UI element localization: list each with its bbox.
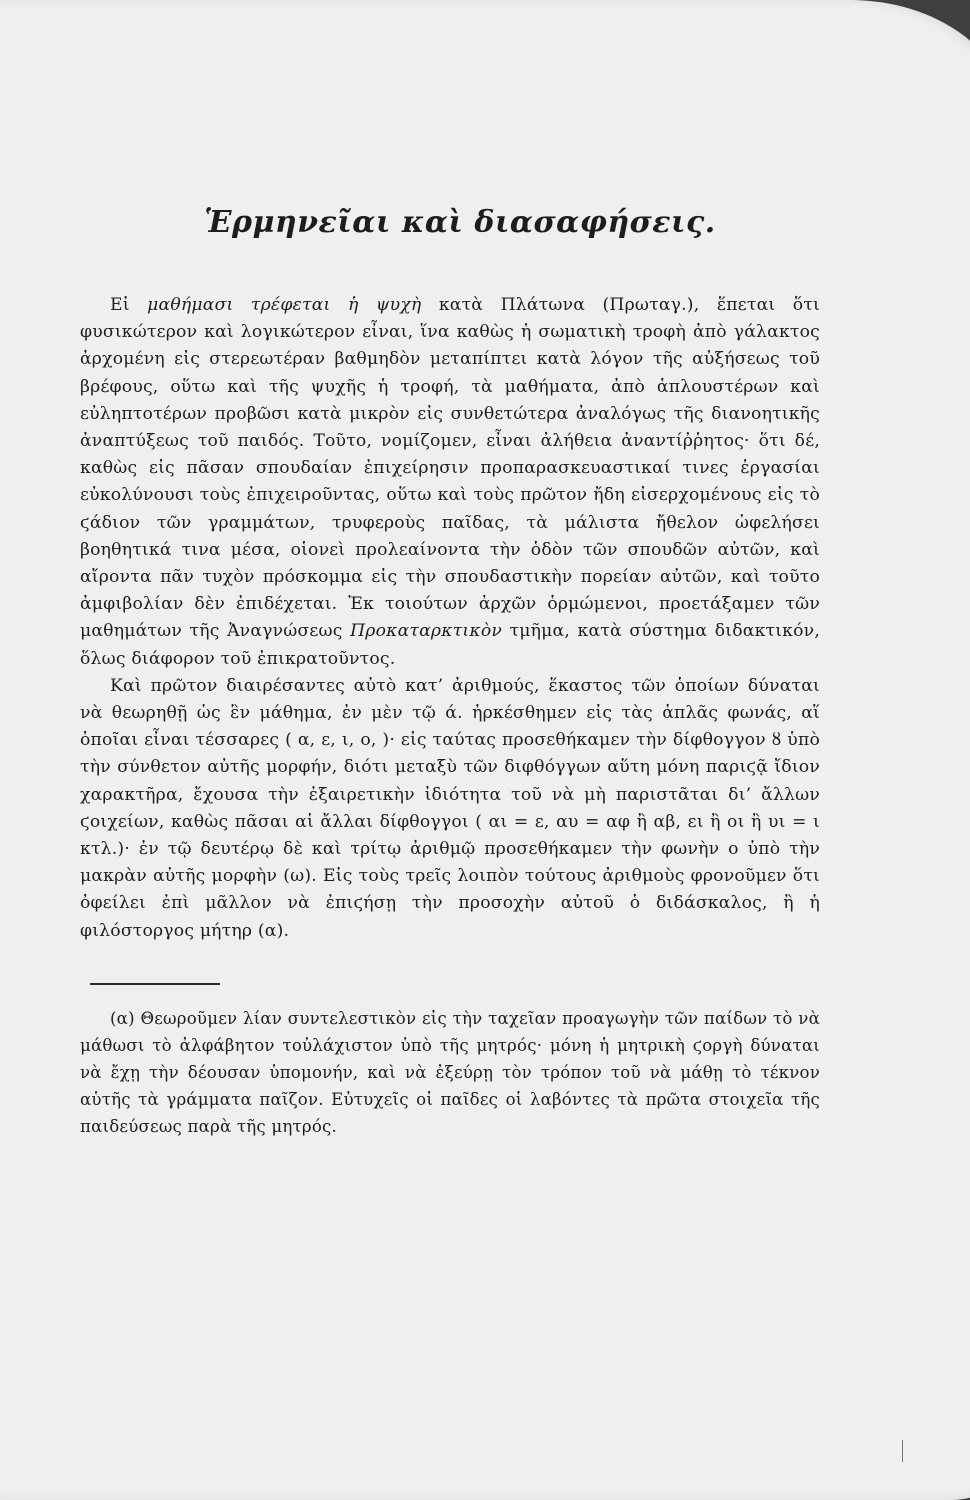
paragraph-1-body-a: κατὰ Πλάτωνα (Πρωταγ.), ἕπεται ὅτι φυσικώτερον καὶ λογικώτερον εἶναι, ἵνα καθὼς ἡ σωματικὴ τροφὴ ἀπὸ γάλακτος ἀρχομένη εἰς στερεωτέραν βαθμηδὸν μεταπίπτει κατὰ λόγον τῆς αὐξήσεως τοῦ βρέφους, οὕτω καὶ τῆς ψυχῆς ἡ τροφή, τὰ μαθήματα, ἀπὸ ἁπλουστέρων καὶ εὐληπτοτέρων προβῶσι κατὰ μικρὸν εἰς συνθετώτερα ἀναλόγως τῆς διανοητικῆς ἀναπτύξεως τοῦ παιδός. Τοῦτο, νομίζομεν, εἶναι ἀλήθεια ἀναντίῤῥητος· ὅτι δέ, καθὼς εἰς πᾶσαν σπουδαίαν ἐπιχείρησιν προπαρασκευαστικαί τινες ἐργασίαι εὐκολύνουσι τοὺς ἐπιχειροῦντας, οὕτω καὶ τοὺς πρῶτον ἤδη εἰσερχομένους εἰς τὸ ϛάδιον τῶν γραμμάτων, τρυφεροὺς παῖδας, τὰ μάλιστα ἤθελον ὠφελήσει βοηθητικά τινα μέσα, οἱονεὶ προλεαίνοντα τὴν ὁδὸν τῶν σπουδῶν αὐτῶν, καὶ αἴροντα πᾶν τυχὸν πρόσκομμα εἰς τὴν σπουδαστικὴν πορείαν αὐτῶν, καὶ τοῦτο ἀμφιβολίαν δὲν ἐπιδέχεται. Ἐκ τοιούτων ἀρχῶν ὁρμώμενοι, προετάξαμεν τῶν μαθημάτων τῆς Ἀναγνώσεως xyxy=(80,295,820,642)
page-title: Ἑρμηνεῖαι καὶ διασαφήσεις. xyxy=(204,205,716,240)
page-content xyxy=(80,205,820,1140)
paragraph-1 xyxy=(80,292,820,673)
paragraph-1-italic-term: Προκαταρκτικὸν xyxy=(350,621,503,642)
footnote: (α) Θεωροῦμεν λίαν συντελεστικὸν εἰς τὴν ταχεῖαν προαγωγὴν τῶν παίδων τὸ νὰ μάθωσι τὸ ἀλφάβητον τοὐλάχιστον ὑπὸ τῆς μητρός· μόνη ἡ μητρικὴ ϛοργὴ δύναται νὰ ἔχῃ τὴν δέουσαν ὑπομονήν, καὶ νὰ ἐξεύρῃ τὸν τρόπον τοῦ νὰ μάθῃ τὸ τέκνον αὑτῆς τὰ γράμματα παῖζον. Εὐτυχεῖς οἱ παῖδες οἱ λαβόντες τὰ πρῶτα στοιχεῖα τῆς παιδεύσεως παρὰ τῆς μητρός. xyxy=(80,1008,820,1136)
paragraph-1-body-b: τμῆμα, κατὰ σύστημα διδακτικόν, ὅλως διάφορον τοῦ ἐπικρατοῦντος. xyxy=(80,621,820,669)
paragraph-2: Καὶ πρῶτον διαιρέσαντες αὐτὸ κατ’ ἀριθμούς, ἕκαστος τῶν ὁποίων δύναται νὰ θεωρηθῇ ὡς ἓν μάθημα, ἐν μὲν τῷ ά. ἠρκέσθημεν εἰς τὰς ἁπλᾶς φωνάς, αἵ ὁποῖαι εἶναι τέσσαρες ( α, ε, ι, ο, )· εἰς ταύτας προσεθήκαμεν τὴν δίφθογγον ȣ ὑπὸ τὴν σύνθετον αὐτῆς μορφήν, διότι μεταξὺ τῶν διφθόγγων αὕτη μόνη παριϛᾷ ἴδιον χαρακτῆρα, ἔχουσα τὴν ἐξαιρετικὴν ἰδιότητα τοῦ νὰ μὴ παριστᾶται δι’ ἄλλων ϛοιχείων, καθὼς πᾶσαι αἱ ἄλλαι δίφθογγοι ( αι = ε, αυ = αφ ἢ αβ, ει ἢ οι ἢ υι = ι κτλ.)· ἐν τῷ δευτέρῳ δὲ καὶ τρίτῳ ἀριθμῷ προσεθήκαμεν τὴν φωνὴν ο ὑπὸ τὴν μακρὰν αὐτῆς μορφὴν (ω). Εἰς τοὺς τρεῖς λοιπὸν τούτους ἀριθμοὺς φρονοῦμεν ὅτι ὀφείλει ἐπὶ μᾶλλον νὰ ἐπιϛήσῃ τὴν προσοχὴν αὐτοῦ ὁ διδάσκαλος, ἢ ἡ φιλόστοργος μήτηρ (α). xyxy=(80,675,820,941)
footnote-divider xyxy=(90,983,220,985)
page-mark xyxy=(902,1440,903,1462)
paragraph-1-lead-italic: μαθήμασι τρέφεται ἡ ψυχὴ xyxy=(147,295,422,315)
paragraph-1-lead: Εἰ xyxy=(110,295,148,315)
